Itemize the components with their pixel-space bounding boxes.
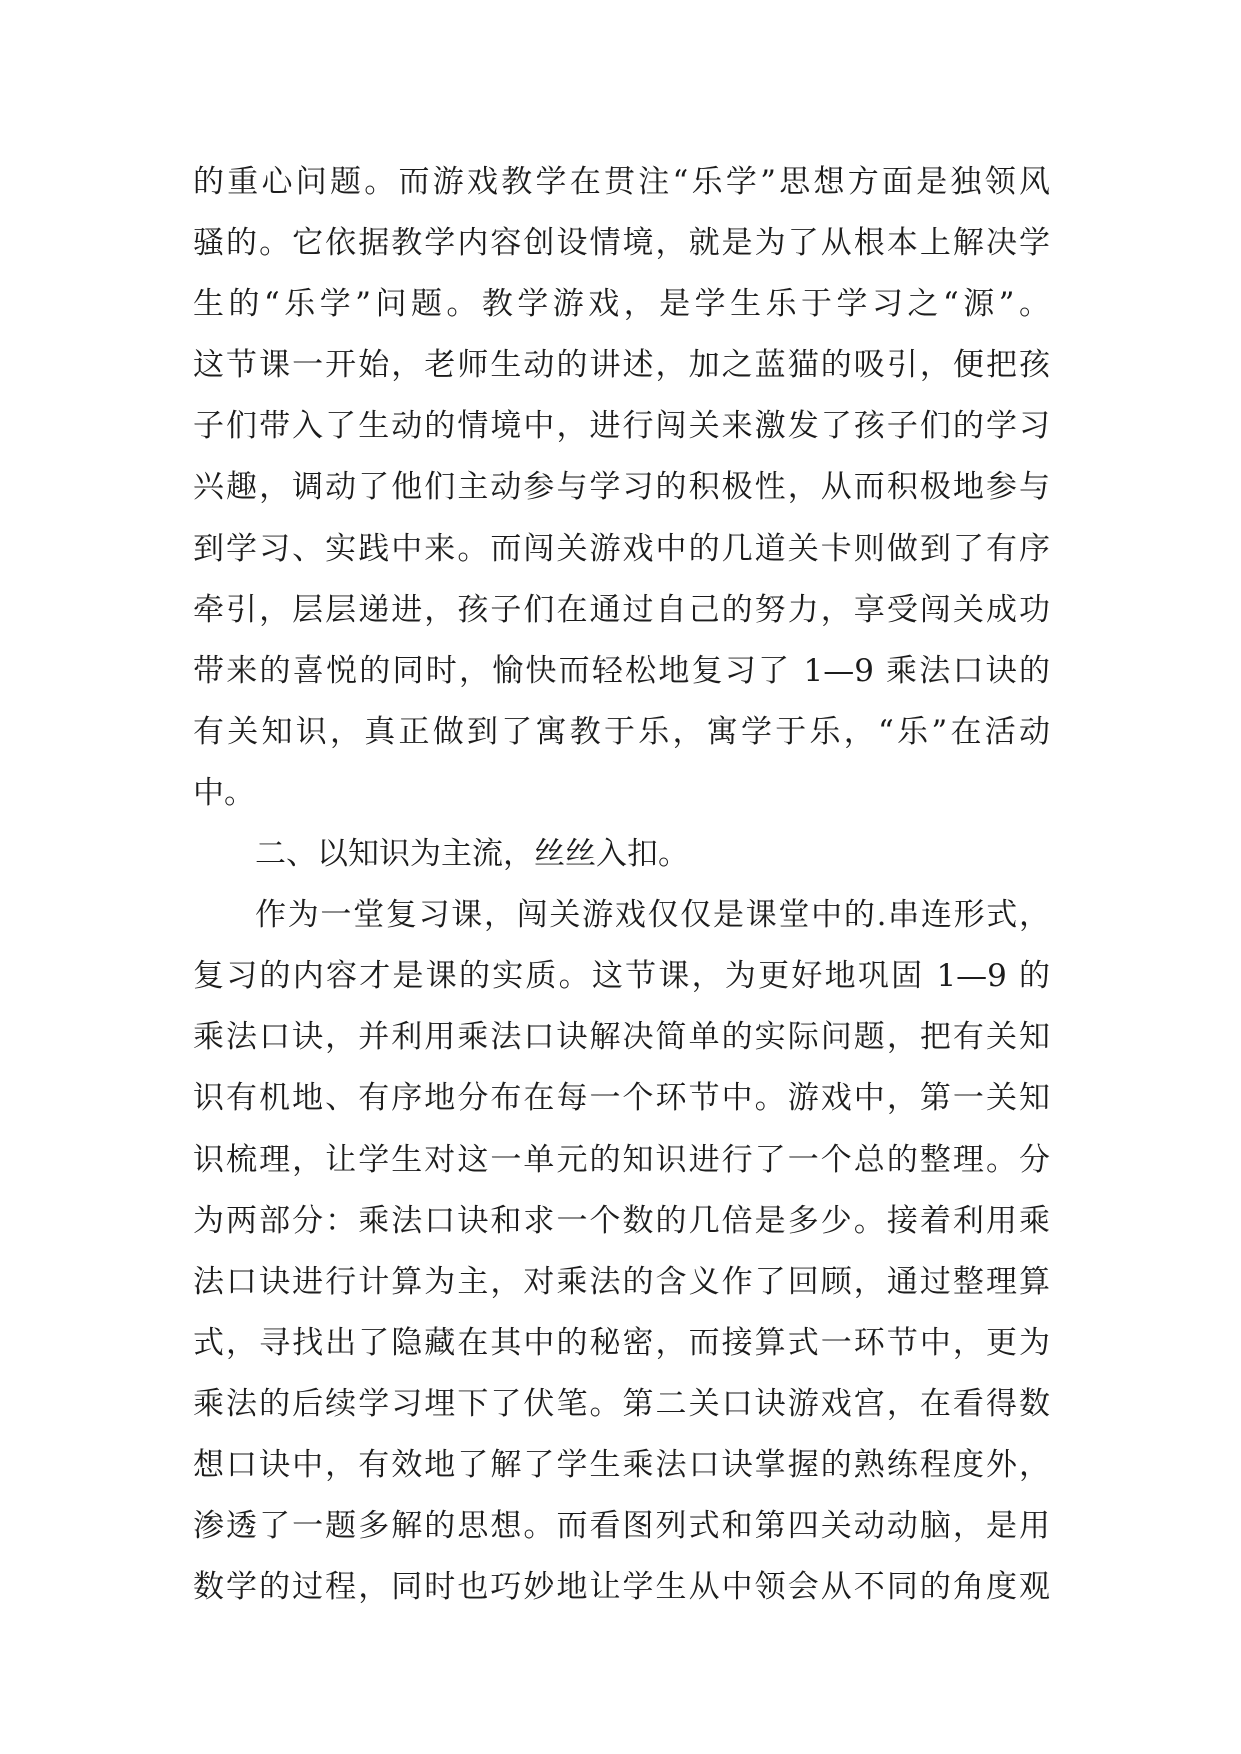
heading-line: 二、以知识为主流，丝丝入扣。 xyxy=(255,836,689,873)
text-line: 法口诀进行计算为主，对乘法的含义作了回顾，通过整理算 xyxy=(193,1263,1050,1300)
text-line: 识梳理，让学生对这一单元的知识进行了一个总的整理。分 xyxy=(193,1141,1050,1178)
text-line: 识有机地、有序地分布在每一个环节中。游戏中，第一关知 xyxy=(193,1080,1050,1117)
section-heading xyxy=(193,824,1050,885)
text-line: 的重心问题。而游戏教学在贯注“乐学”思想方面是独领风 xyxy=(193,164,1050,200)
text-line: 复习的内容才是课的实质。这节课，为更好地巩固 1—9 的 xyxy=(193,958,1050,995)
text-line: 有关知识，真正做到了寓教于乐，寓学于乐，“乐”在活动 xyxy=(193,713,1050,750)
text-line: 牵引，层层递进，孩子们在通过自己的努力，享受闯关成功 xyxy=(193,591,1050,628)
text-line: 式，寻找出了隐藏在其中的秘密，而接算式一环节中，更为 xyxy=(193,1324,1050,1361)
text-line: 渗透了一题多解的思想。而看图列式和第四关动动脑，是用 xyxy=(193,1508,1050,1545)
text-line: 这节课一开始，老师生动的讲述，加之蓝猫的吸引，便把孩 xyxy=(193,347,1050,384)
text-line: 兴趣，调动了他们主动参与学习的积极性，从而积极地参与 xyxy=(193,469,1050,506)
text-line: 生的“乐学”问题。教学游戏，是学生乐于学习之“源”。 xyxy=(193,286,1050,323)
body-text xyxy=(193,152,1050,1618)
text-line: 到学习、实践中来。而闯关游戏中的几道关卡则做到了有序 xyxy=(193,530,1050,567)
text-line: 中。 xyxy=(193,774,255,811)
text-line: 带来的喜悦的同时，愉快而轻松地复习了 1—9 乘法口诀的 xyxy=(193,652,1050,689)
paragraph xyxy=(193,885,1050,1618)
text-line: 为两部分：乘法口诀和求一个数的几倍是多少。接着利用乘 xyxy=(193,1202,1050,1239)
paragraph xyxy=(193,152,1050,824)
text-line: 乘法的后续学习埋下了伏笔。第二关口诀游戏宫，在看得数 xyxy=(193,1385,1050,1422)
text-line: 子们带入了生动的情境中，进行闯关来激发了孩子们的学习 xyxy=(193,408,1050,445)
text-line: 乘法口诀，并利用乘法口诀解决简单的实际问题，把有关知 xyxy=(193,1019,1050,1056)
text-line: 数学的过程，同时也巧妙地让学生从中领会从不同的角度观 xyxy=(193,1569,1050,1606)
text-line: 作为一堂复习课，闯关游戏仅仅是课堂中的.串连形式， xyxy=(255,897,1050,934)
text-line: 想口诀中，有效地了解了学生乘法口诀掌握的熟练程度外， xyxy=(193,1446,1050,1483)
text-line: 骚的。它依据教学内容创设情境，就是为了从根本上解决学 xyxy=(193,225,1050,262)
